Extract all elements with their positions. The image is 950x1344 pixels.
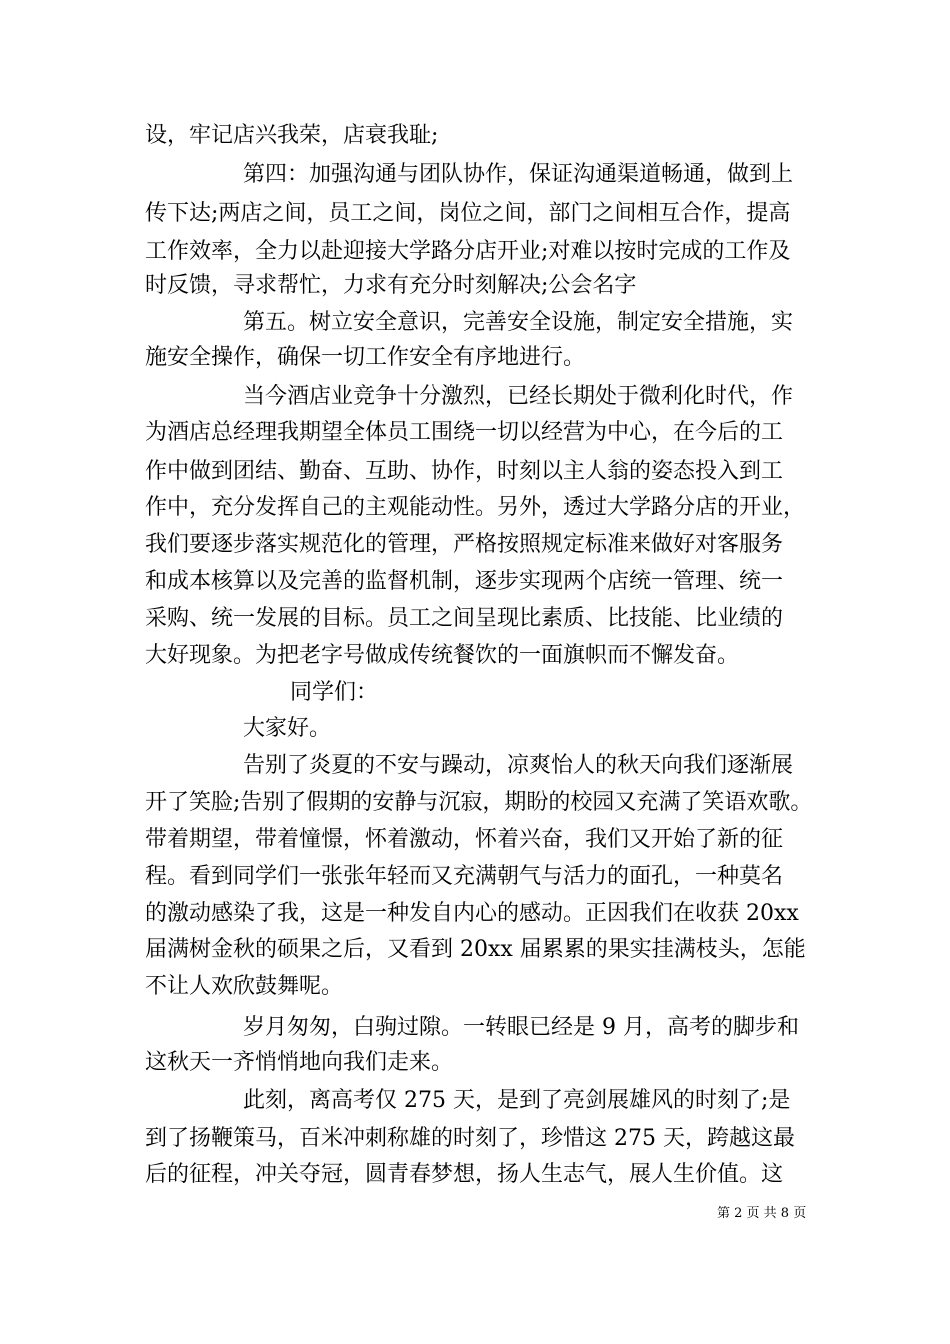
text-line: 和成本核算以及完善的监督机制，逐步实现两个店统一管理、统一 <box>145 569 784 594</box>
text-line: 采购、统一发展的目标。员工之间呈现比素质、比技能、比业绩的 <box>145 606 784 631</box>
text-line: 施安全操作，确保一切工作安全有序地进行。 <box>145 345 586 370</box>
text-line: 设，牢记店兴我荣，店衰我耻; <box>145 123 439 148</box>
text-line: 不让人欢欣鼓舞呢。 <box>145 974 344 999</box>
text-line: 大好现象。为把老字号做成传统餐饮的一面旗帜而不懈发奋。 <box>145 643 740 668</box>
text-line: 程。看到同学们一张张年轻而又充满朝气与活力的面孔，一种莫名 <box>145 864 784 889</box>
text-line: 第四：加强沟通与团队协作，保证沟通渠道畅通，做到上 <box>243 162 794 187</box>
text-line: 后的征程，冲关夺冠，圆青春梦想，扬人生志气，展人生价值。这 <box>145 1162 784 1187</box>
text-line: 到了扬鞭策马，百米冲刺称雄的时刻了，珍惜这 275 天，跨越这最 <box>145 1126 795 1151</box>
text-line: 作中，充分发挥自己的主观能动性。另外，透过大学路分店的开业， <box>145 495 806 520</box>
text-line: 此刻，离高考仅 275 天，是到了亮剑展雄风的时刻了;是 <box>243 1088 791 1113</box>
text-line: 大家好。 <box>243 716 332 741</box>
page-number-footer: 第 2 页 共 8 页 <box>717 1206 807 1221</box>
text-line: 开了笑脸;告别了假期的安静与沉寂，期盼的校园又充满了笑语欢歌。 <box>145 790 813 815</box>
text-line: 当今酒店业竞争十分激烈，已经长期处于微利化时代，作 <box>243 384 794 409</box>
text-line: 带着期望，带着憧憬，怀着激动，怀着兴奋，我们又开始了新的征 <box>145 827 784 852</box>
text-line: 这秋天一齐悄悄地向我们走来。 <box>145 1050 454 1075</box>
text-line: 我们要逐步落实规范化的管理，严格按照规定标准来做好对客服务 <box>145 532 784 557</box>
text-line: 时反馈，寻求帮忙，力求有充分时刻解决;公会名字 <box>145 273 637 298</box>
text-line: 岁月匆匆，白驹过隙。一转眼已经是 9 月，高考的脚步和 <box>243 1015 799 1040</box>
text-line: 传下达;两店之间，员工之间，岗位之间，部门之间相互合作，提高 <box>145 201 791 226</box>
text-line: 作中做到团结、勤奋、互助、协作，时刻以主人翁的姿态投入到工 <box>145 459 784 484</box>
text-line: 的激动感染了我，这是一种发自内心的感动。正因我们在收获 20xx <box>145 901 799 926</box>
text-line: 届满树金秋的硕果之后，又看到 20xx 届累累的果实挂满枝头，怎能 <box>145 937 806 962</box>
text-line: 同学们： <box>290 680 379 705</box>
text-line: 告别了炎夏的不安与躁动，凉爽怡人的秋天向我们逐渐展 <box>243 753 794 778</box>
text-line: 工作效率，全力以赴迎接大学路分店开业;对难以按时完成的工作及 <box>145 239 791 264</box>
text-line: 第五。树立安全意识，完善安全设施，制定安全措施，实 <box>243 310 794 335</box>
text-line: 为酒店总经理我期望全体员工围绕一切以经营为中心，在今后的工 <box>145 420 784 445</box>
